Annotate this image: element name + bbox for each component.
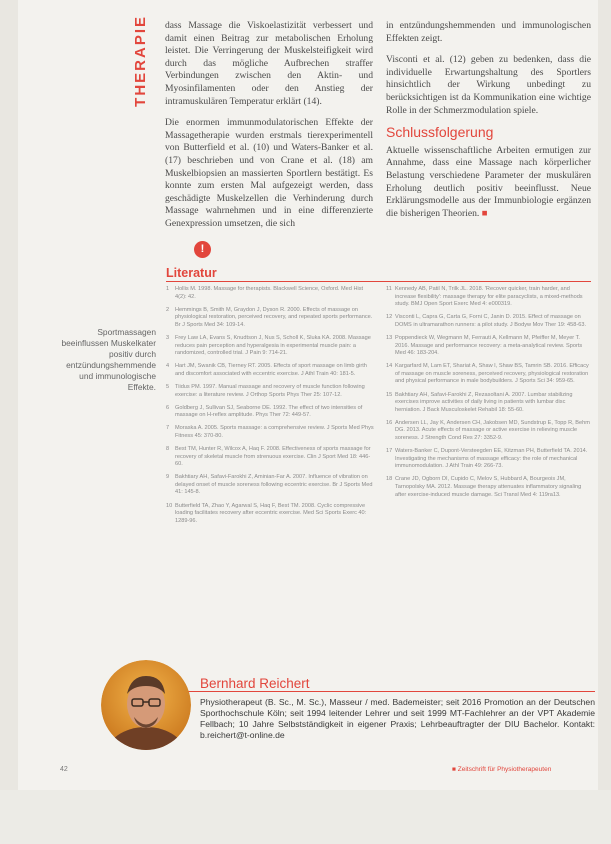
reference-number: 8 [166,446,170,452]
reference-item [166,474,374,497]
conclusion-paragraph [386,145,591,221]
reference-item [386,476,591,499]
author-name: Bernhard Reichert [200,676,310,691]
body-paragraph: Die enormen immunmodulatorischen Effekte der Massagetherapie wurden erstmals tierexperimentell von Butterfield et al. (10) und Waters-Banker et al. (17) beschrieben und von Crane et al. (18) am Muskelbiopsien an massierten Sportlern bestätigt. Es konnte zum ersten Mal aufgezeigt werden, dass geschädigte Muskelzellen die Verhinderung durch Massage wahrnehmen und in eine differenzierte Genexpression umsetzen, die sich [165,117,373,229]
reference-number: 18 [386,476,393,483]
page-margin [0,790,611,844]
reference-item [386,420,591,443]
reference-item [386,363,591,386]
reference-text: Andersen LL, Jay K, Andersen CH, Jakobsen MD, Sundstrup E, Topp R, Behm DG. 2013. Acute effects of massage or active exercise in relieving muscle soreness. J Strength Cond Res 27: 3352-9. [395,419,590,441]
reference-text: Frey Law LA, Evans S, Knudtson J, Nus S, Scholl K, Sluka KA. 2008. Massage reduces pain perception and hyperalgesia in experimental muscle pain: a randomized, controlled trial. J Pain 9: 714-21. [175,334,371,357]
footer-magazine: ■ Zeitschrift für Physiotherapeuten [452,766,552,773]
reference-text: Hart JM, Swanik CB, Tierney RT. 2005. Effects of sport massage on limb girth and discomfort associated with eccentric exercise. J Athl Train 40: 181-5. [175,363,367,377]
reference-text: Bakhtiary AH, Safavi-Farokhi Z, Aminian-Far A. 2007. Influence of vibration on delayed onset of muscle soreness following eccentric exercise. Br J Sports Med 41: 145-8. [175,474,373,496]
reference-item [386,335,591,358]
exclamation-icon: ! [194,241,211,258]
body-paragraph: dass Massage die Viskoelastizität verbessert und damit einen Beitrag zur metabolischen Erholung leistet. Die Verringerung der Muskelsteifigkeit wird durch das mögliche Aufbrechen straffer Verbindungen zwischen den Aktin- und Myosinfilamenten oder den Anstieg der intramuskulären Temperatur erklärt (14). [165,20,373,107]
author-divider [170,691,595,692]
reference-item [386,286,591,309]
reference-text: Goldberg J, Sullivan SJ, Seaborne DE. 1992. The effect of two intensities of massage on H-reflex amplitude. Phys Ther 72: 449-57. [175,404,363,419]
body-column-left [165,20,373,240]
reference-number: 12 [386,314,393,321]
reference-number: 14 [386,363,393,370]
reference-text: Moraska A. 2005. Sports massage: a comprehensive review. J Sports Med Phys Fitness 45: 370-80. [175,425,374,439]
reference-item [166,363,374,378]
body-paragraph: Visconti et al. (12) geben zu bedenken, dass die individuelle Erwartungshaltung des Sportlers hinsichtlich der Wirkung unbedingt zu berücksichtigen ist da Kommunikation eine wichtige Rolle in der Schmerzmodulation spiele. [386,54,591,116]
reference-text: Kargarfard M, Lam ET, Shariat A, Shaw I, Shaw BS, Tamrin SB. 2016. Efficacy of massage on muscle soreness, perceived recovery, physiological restoration and physical performance in male bodybuilders. J Sports Sci 34: 959-65. [395,363,589,385]
reference-item [386,392,591,415]
reference-item [386,448,591,471]
author-portrait-icon [101,660,191,750]
reference-text: Waters-Banker C, Dupont-Versteegden EE, Kitzman PH, Butterfield TA. 2014. Investigating the mechanisms of massage efficacy: the role of mechanical immunomodulation. J Athl Train 49: 266-73. [395,448,588,470]
reference-number: 7 [166,425,170,432]
conclusion-text: Aktuelle wissenschaftliche Arbeiten ermutigen zur Annahme, dass eine Massage nach körperlicher Belastung verschiedene Parameter der muskulären Erholung deutlich positiv beeinflusst. Neue Erklärungsmodelle aus der Immunbiologie ergänzen die bisherigen Theorien. [386,144,591,219]
reference-text: Kennedy AB, Patil N, Trilk JL. 2018. 'Recover quicker, train harder, and increase flexibility': massage therapy for elite paracyclists, a mixed-methods study. BMJ Open Sport Exerc Med 4: e000319. [395,286,583,308]
reference-item [386,314,591,329]
end-mark-icon: ■ [481,207,488,219]
reference-number: 3 [166,334,170,341]
section-label: THERAPIE [132,15,149,107]
reference-text: Best TM, Hunter R, Wilcox A, Haq F. 2008. Effectiveness of sports massage for recovery of skeletal muscle from strenuous exercise. Clin J Sport Med 18: 446-60. [175,446,371,468]
reference-number: 13 [386,334,393,341]
reference-item [166,335,374,358]
body-paragraph: in entzündungshemmenden und immunologischen Effekten zeigt. [386,20,591,44]
reference-item [166,286,374,301]
reference-number: 10 [166,502,173,509]
reference-item [166,503,374,526]
reference-number: 15 [386,391,393,398]
literature-divider [166,281,591,282]
reference-item [166,384,374,399]
reference-text: Butterfield TA, Zhao Y, Agarwal S, Haq F, Best TM. 2008. Cyclic compressive loading facilitates recovery after eccentric exercise. Med Sci Sports Exerc 40: 1289-96. [175,502,367,524]
conclusion-heading: Schlussfolgerung [386,124,494,141]
references-left [166,286,374,531]
reference-number: 6 [166,404,170,411]
reference-number: 11 [386,286,392,292]
reference-item [166,446,374,469]
reference-text: Tiidus PM. 1997. Manual massage and recovery of muscle function following exercise: a literature review. J Orthop Sports Phys Ther 25: 107-12. [175,383,365,398]
reference-number: 5 [166,383,170,390]
reference-number: 2 [166,306,170,313]
reference-number: 4 [166,363,170,370]
reference-item [166,425,374,440]
reference-item [166,405,374,420]
page-number: 42 [60,766,68,773]
reference-number: 9 [166,474,170,481]
reference-text: Visconti L, Capra G, Carta G, Forni C, Janin D. 2015. Effect of massage on DOMS in ultramarathon runners: a pilot study. J Bodyw Mov Ther 19: 458-63. [395,314,587,328]
reference-text: Hemmings B, Smith M, Graydon J, Dyson R. 2000. Effects of massage on physiological restoration, perceived recovery, and repeated sports performance. Br J Sports Med 34: 109-14. [175,306,373,328]
reference-item [166,307,374,330]
author-bio: Physiotherapeut (B. Sc., M. Sc.), Masseur / med. Bademeister; seit 2016 Promotion an der Deutschen Sporthochschule Köln; seit 1994 leitender Lehrer und seit 1999 MT-Fachlehrer an der VPT Akademie Fellbach; 10 Jahre Selbstständigkeit in eigener Praxis; Lehrbeauftragter der DIU Bachelor. Kontakt: b.reichert@t-online.de [200,697,595,740]
reference-text: Hollis M. 1998. Massage for therapists. Blackwell Science, Oxford. Med Hist 4(2): 42. [175,286,364,300]
reference-number: 1 [166,286,170,292]
body-column-right [386,20,591,229]
reference-text: Poppendieck W, Wegmann M, Ferrauti A, Kellmann M, Pfeiffer M, Meyer T. 2016. Massage and performance recovery: a meta-analytical review. Sports Med 46: 183-204. [395,334,583,357]
reference-text: Bakhtiary AH, Safavi-Farokhi Z, Rezasoltani A. 2007. Lumbar stabilizing exercises improve activities of daily living in patients with lumbar disc herniation. J Back Musculoskelet Rehabil 18: 55-60. [395,391,573,413]
reference-text: Crane JD, Ogborn DI, Cupido C, Melov S, Hubbard A, Bourgeois JM, Tarnopolsky MA. 2012. Massage therapy attenuates inflammatory signaling after exercise-induced muscle damage. Sci Transl Med 4: 119ra13. [395,476,582,498]
literature-heading: Literatur [166,266,217,280]
reference-number: 16 [386,419,393,426]
references-right [386,286,591,505]
avatar [101,660,191,750]
side-note: Sportmassagen beeinflussen Muskelkater positiv durch entzündungshemmende und immunologische Effekte. [61,327,156,392]
reference-number: 17 [386,448,393,455]
